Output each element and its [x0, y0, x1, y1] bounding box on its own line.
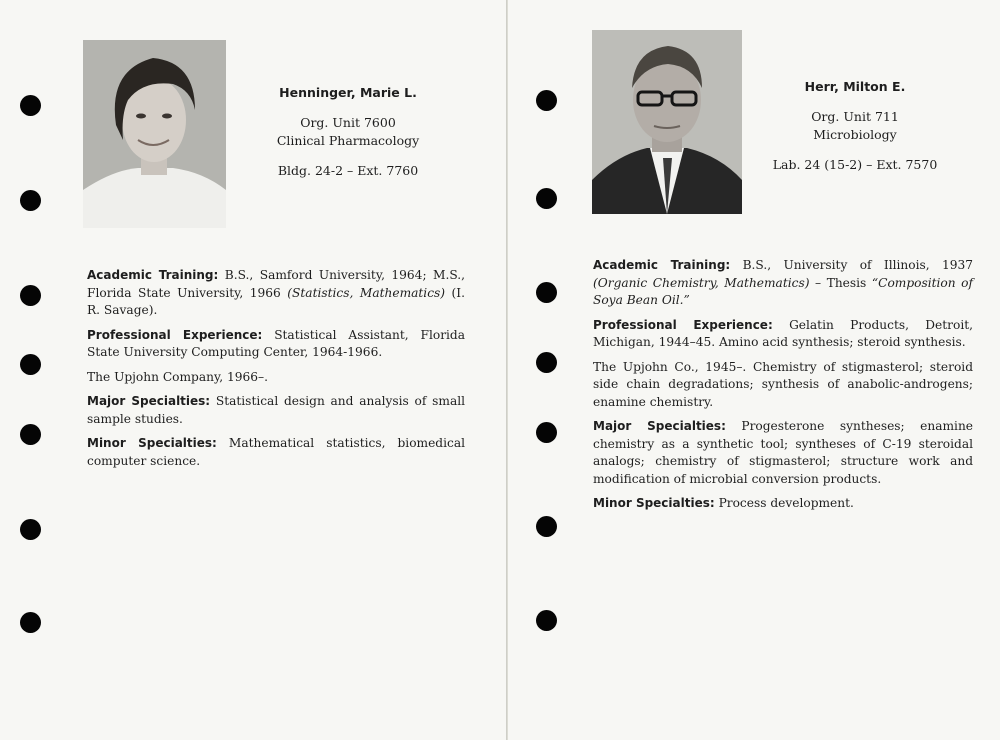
binder-hole [20, 95, 41, 116]
minor-specialties [87, 435, 465, 470]
contact-block [240, 84, 456, 180]
binder-hole [536, 422, 557, 443]
professional-experience [593, 317, 973, 352]
location-extension: Lab. 24 (15-2) – Ext. 7570 [772, 157, 938, 172]
portrait-photo [83, 40, 226, 228]
binder-hole [20, 519, 41, 540]
right-page [508, 0, 1000, 740]
contact-block [744, 78, 966, 174]
academic-training-thesis: “Composition of Soya Bean Oil.” [593, 275, 974, 307]
major-specialties-label: Major Specialties: [593, 419, 726, 433]
binder-hole [536, 516, 557, 537]
academic-training-label: Academic Training: [593, 258, 731, 272]
department: Microbiology [813, 127, 897, 142]
person-name: Henninger, Marie L. [279, 85, 417, 100]
academic-training-advisor: (I. R. Savage). [87, 285, 465, 317]
major-specialties-label: Major Specialties: [87, 394, 211, 408]
professional-experience-extra: The Upjohn Company, 1966–. [87, 369, 268, 384]
binder-hole [20, 424, 41, 445]
academic-training-fields: (Organic Chemistry, Mathematics) [593, 275, 810, 290]
biography [593, 257, 973, 520]
binder-hole [20, 190, 41, 211]
binder-hole [536, 352, 557, 373]
org-unit: Org. Unit 711 [811, 109, 899, 124]
major-specialties-text: Statistical design and analysis of small sample studies. [87, 394, 466, 426]
binder-hole [536, 282, 557, 303]
binder-hole [20, 285, 41, 306]
binder-hole [536, 90, 557, 111]
professional-experience [87, 327, 465, 362]
binder-hole [20, 354, 41, 375]
binder-hole [20, 612, 41, 633]
professional-experience-text: Gelatin Products, Detroit, Michigan, 1944–45. Amino acid synthesis; steroid synthesis. [593, 317, 974, 349]
professional-experience-label: Professional Experience: [593, 317, 773, 332]
org-unit: Org. Unit 7600 [300, 115, 396, 130]
location-extension: Bldg. 24-2 – Ext. 7760 [277, 163, 419, 178]
portrait-photo [592, 30, 742, 214]
academic-training-fields: (Statistics, Mathematics) [287, 285, 446, 300]
major-specialties [87, 393, 465, 428]
minor-specialties-text: Process development. [718, 496, 854, 510]
minor-specialties-label: Minor Specialties: [593, 496, 715, 510]
major-specialties-text: Progesterone syntheses; enamine chemistry as a synthetic tool; syntheses of C-19 steroidal analogs; chemistry of stigmasterol; structure work and modification of microbial conversion products. [593, 419, 974, 486]
academic-training-text: B.S., Samford University, 1964; M.S., Florida State University, 1966 [87, 268, 466, 300]
binder-hole [536, 610, 557, 631]
binder-hole [536, 188, 557, 209]
academic-training [87, 267, 465, 320]
minor-specialties-label: Minor Specialties: [87, 436, 217, 450]
academic-training-text: B.S., University of Illinois, 1937 [742, 258, 974, 272]
major-specialties [593, 418, 973, 488]
professional-experience-text: Statistical Assistant, Florida State University Computing Center, 1964-1966. [87, 327, 465, 359]
professional-experience-extra: The Upjohn Co., 1945–. Chemistry of stigmasterol; steroid side chain degradations; synthesis of anabolic-androgens; enamine chemistry. [593, 359, 973, 409]
department: Clinical Pharmacology [276, 133, 420, 148]
academic-training-thesis-prefix: – Thesis [815, 275, 867, 290]
biography [87, 267, 465, 477]
academic-training-label: Academic Training: [87, 268, 219, 282]
academic-training [593, 257, 973, 310]
professional-experience-label: Professional Experience: [87, 327, 263, 342]
minor-specialties [593, 495, 973, 513]
person-name: Herr, Milton E. [804, 79, 906, 94]
minor-specialties-text: Mathematical statistics, biomedical computer science. [87, 436, 465, 468]
